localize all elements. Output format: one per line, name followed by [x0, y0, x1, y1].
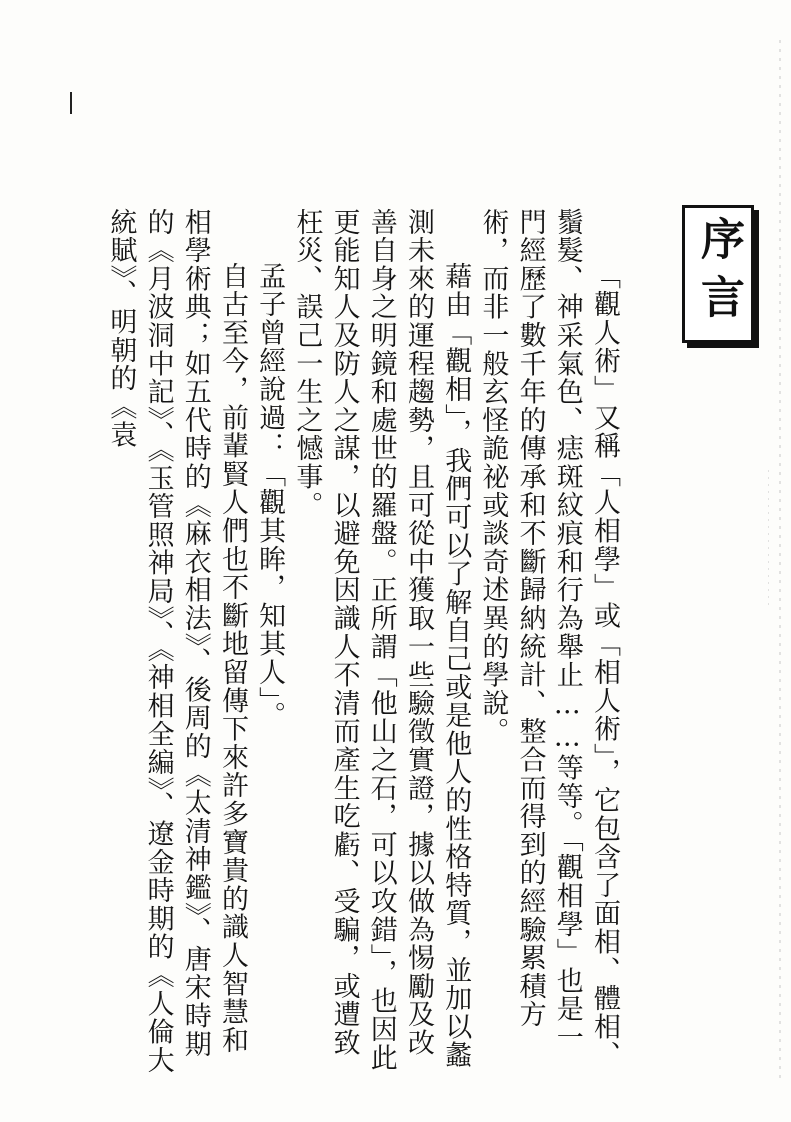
paragraph: 自古至今，前輩賢人們也不斷地留傳下來許多寶貴的識人智慧和相學術典；如五代時的《麻衣相法》、後周的《太清神鑑》、唐宋時期的《月波洞中記》、《玉管照神局》、《神相全編》、遼金時期的《人倫大統賦》、明朝的《袁	[105, 208, 248, 1075]
scan-edge-mark	[779, 40, 781, 1080]
preface-body	[102, 208, 623, 1078]
scan-edge-mark	[768, 470, 769, 610]
paragraph: 藉由「觀相」，我們可以了解自己或是他人的性格特質，並加以蠡測未來的運程趨勢，且可從中獲取一些驗徵實證，據以做為惕勵及改善自身之明鏡和處世的羅盤。正所謂「他山之石，可以攻錯」，也因此更能知人及防人之謀，以避免因識人不清而產生吃虧、受騙，或遭致枉災、誤己一生之憾事。	[291, 208, 472, 1072]
preface-title: 序言	[682, 205, 754, 343]
paragraph: 孟子曾經說過：「觀其眸，知其人」。	[254, 262, 286, 730]
margin-tick-mark	[70, 92, 72, 114]
paragraph: 「觀人術」又稱「人相學」或「相人術」，它包含了面相、體相、鬚髮、神采氣色、痣斑紋痕和行為舉止……等等。「觀相學」也是一門經歷了數千年的傳承和不斷歸納統計、整合而得到的經驗累積方術，而非一般玄怪詭祕或談奇述異的學說。	[477, 208, 620, 1070]
